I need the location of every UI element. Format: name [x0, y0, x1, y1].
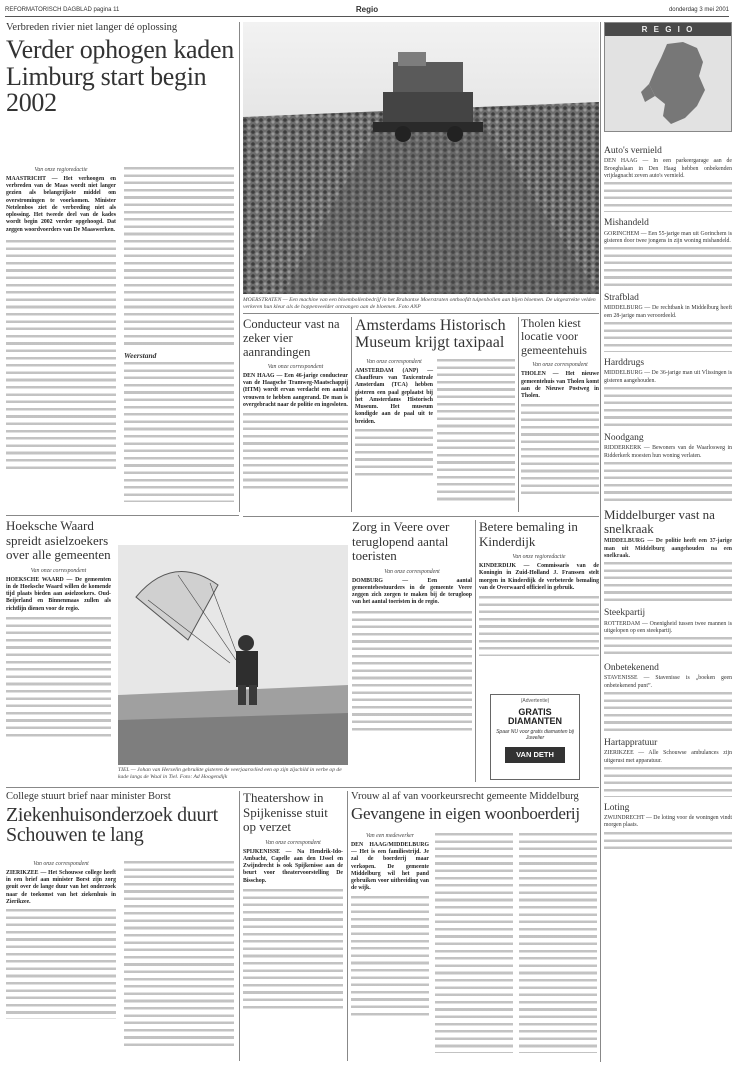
column-rule [475, 520, 476, 782]
lead-text: DEN HAAG/MIDDELBURG — Het is een familiestrijd. Je zal de boerderij maar verkopen. De gemeente Middelburg wil het pand gebruiken voor uitbreiding van de wijk. [351, 842, 429, 892]
article-hoeksche-waard [6, 519, 111, 784]
brief-text: ZIERIKZEE — Alle Schouwse ambulances zijn uitgerust met apparatuur. [604, 750, 732, 764]
header-left: REFORMATORISCH DAGBLAD pagina 11 [5, 7, 120, 13]
lead-text: KINDERDIJK — Commissaris van de Koningin in Zuid-Holland J. Franssen stelt morgen in Kinderdijk de verbeterde bemaling van de Overwaard officieel in gebruik. [479, 563, 599, 591]
lead-text: AMSTERDAM (ANP) — Chauffeurs van Taxicentrale Amsterdam (TCA) hebben gisteren een paal geplaatst bij het Amsterdams Historisch Museum. Het museum kondigde aan de paal uit te breiden. [355, 368, 433, 425]
brief-text: ROTTERDAM — Onenigheid tussen twee mannen is uitgelopen op een steekpartij. [604, 620, 732, 634]
body-text [352, 611, 472, 731]
lead-text: DOMBURG — Een aantal gemeentebestuurders in de gemeente Veere zeggen zich zorgen te maken bij de terugloop van het aantal toeristen in de regio. [352, 577, 472, 606]
byline: Van onze correspondent [33, 861, 89, 867]
article-gevangene [351, 791, 599, 1061]
article-veere [352, 520, 472, 782]
article-kinderdijk [479, 520, 599, 680]
byline: Van onze regioredactie [512, 554, 566, 561]
article-column-2 [124, 167, 234, 497]
lead-text: MAASTRICHT — Het verhoogen en verbreden van de Maas wordt niet langer gezien als belangrijkste middel om overstromingen te voorkomen. Minister Netelenbos ziet de verbreding niet als oplossing. Het tweede deel van de kades wordt begin 2002 verder opgehoogd. Dat zeggen woordvoerders van De Maaswerken. [6, 176, 116, 233]
lead-text: SPIJKENISSE — Na Hendrik-Ido-Ambacht, Capelle aan den IJssel en Zwijndrecht is ook Spijkenisse aan de beurt voor theatervoorstelling De Bisschop. [243, 848, 343, 884]
brief-title: Strafblad [604, 293, 639, 304]
body-text [604, 767, 732, 797]
article-column-1 [351, 833, 429, 1016]
brief-title: Auto's vernield [604, 146, 662, 156]
brief [604, 433, 732, 502]
body-text [435, 833, 513, 1053]
headline: Theatershow in Spijkenisse stuit op verzet [243, 791, 328, 835]
byline: Van onze correspondent [265, 839, 321, 846]
body-text [519, 833, 597, 1053]
sidebar-news-briefs [604, 140, 732, 1062]
brief-title: Steekpartij [604, 608, 646, 619]
body-text [604, 692, 732, 732]
netherlands-map-icon [605, 36, 731, 131]
headline: Gevangene in eigen woonboerderij [351, 804, 580, 824]
article-taxipaal [355, 317, 515, 512]
article-ziekenhuis [6, 791, 236, 1061]
brief-title: Middelburger vast na snelkraak [604, 506, 715, 537]
body-text [124, 362, 234, 502]
byline: Van onze correspondent [267, 364, 324, 370]
brief [604, 218, 732, 287]
column-rule [518, 317, 519, 512]
byline: Van een medewerker [366, 833, 414, 839]
article-conducteur [243, 317, 348, 512]
byline: Van onze correspondent [532, 362, 588, 369]
brief-text: GORINCHEM — Een 55-jarige man uit Gorinchem is gisteren door twee jongens in zijn woning mishandeld. [604, 230, 732, 244]
brief-text: ZWIJNDRECHT — De loting voor de woningen vindt morgen plaats. [604, 815, 732, 829]
brief [604, 358, 732, 427]
article-column-2 [437, 359, 515, 504]
lead-text: THOLEN — Het nieuwe gemeentehuis van Tholen komt aan de Nieuwe Postweg in Tholen. [521, 371, 599, 400]
body-text [124, 167, 234, 347]
byline: Van onze correspondent [366, 359, 422, 365]
body-text [604, 462, 732, 502]
article-column-3 [519, 833, 597, 1053]
brief-title: Noodgang [604, 432, 644, 443]
brief-text: MIDDELBURG — De 36-jarige man uit Vlissingen is gisteren aangehouden. [604, 370, 732, 384]
lead-text: ZIERIKZEE — Het Schouwse college heeft in een brief aan minister Borst zijn zorg geuit over de lange duur van het onderzoek naar de toekomst van het ziekenhuis in Zierikzee. [6, 870, 116, 905]
headline: Verder ophogen kaden Limburg start begin 2002 [6, 35, 234, 118]
body-text [604, 637, 732, 657]
byline: Van onze regioredactie [34, 167, 88, 173]
article-limburg [6, 22, 236, 502]
body-text [521, 404, 599, 494]
row-rule [6, 515, 239, 516]
body-text [604, 387, 732, 427]
body-text [6, 240, 116, 470]
kicker: Verbreden rivier niet langer dé oplossing [6, 22, 178, 33]
kicker: College stuurt brief naar minister Borst [6, 791, 171, 802]
body-text [604, 247, 732, 287]
brief-text: DEN HAAG — In een parkeergarage aan de Broeghslaan in Den Haag hebben onbekenden vrijdagnacht zeven auto's vernield. [604, 158, 732, 179]
lead-text: DEN HAAG — Een 46-jarige conducteur van de Haagsche Tramweg-Maatschappij (HTM) wordt ervan verdacht een aantal vrouwen te hebben aangerand. De man is overgebracht naar de politie en ingesloten. [243, 373, 348, 408]
column-rule [347, 791, 348, 1061]
header-date: donderdag 3 mei 2001 [668, 7, 729, 13]
brief [604, 738, 732, 797]
body-text [243, 413, 348, 493]
kicker: Vrouw al af van voorkeursrecht gemeente Middelburg [351, 791, 579, 802]
article-column-1 [355, 359, 433, 479]
headline: Conducteur vast na zeker vier aanrandingen [243, 317, 340, 359]
brief-title: Harddrugs [604, 357, 645, 368]
brief-text: MIDDELBURG — De rechtbank in Middelburg heeft een 28-jarige man veroordeeld. [604, 305, 732, 319]
row-rule [243, 516, 599, 517]
byline: Van onze correspondent [384, 568, 440, 575]
brief [604, 803, 732, 852]
headline: Amsterdams Historisch Museum krijgt taxipaal [355, 317, 506, 352]
column-rule [600, 22, 601, 1062]
brief [604, 608, 732, 657]
ad-title: GRATIS DIAMANTEN [508, 707, 562, 726]
brief [604, 293, 732, 352]
column-rule [239, 22, 240, 512]
photo-tulips [243, 22, 599, 312]
article-column-1 [6, 861, 116, 1019]
regio-banner-title: R E G I O [605, 23, 731, 36]
page-header [5, 5, 729, 17]
row-rule [6, 787, 599, 788]
body-text [437, 359, 515, 504]
ad-subtitle: Spaar NU voor gratis diamanten bij Juwelier [496, 729, 574, 741]
tulip-field-photo [243, 22, 599, 294]
body-text [604, 562, 732, 602]
photo-caption: TIEL — Johan van Herselin gebruikte gisteren de veerjaarsvlied een op zijn zijschild in verbe op de kade langs de Waal in Tiel. Foto: Ad Hoogendijk [118, 767, 342, 780]
brief-title: Onbetekenend [604, 662, 659, 673]
headline: Zorg in Veere over teruglopend aantal toeristen [352, 520, 450, 564]
article-column-2 [124, 861, 234, 1051]
paraglider-photo [118, 545, 348, 765]
body-text [351, 896, 429, 1016]
headline: Hoeksche Waard spreidt asielzoekers over alle gemeenten [6, 519, 111, 563]
brief-text: MIDDELBURG — De politie heeft een 37-jarige man uit Middelburg aangehouden na een snelkraak. [604, 538, 732, 559]
ad-label: (Advertentie) [520, 698, 550, 704]
body-text [6, 617, 111, 737]
lead-text: HOEKSCHE WAARD — De gemeenten in de Hoeksche Waard willen de komende tijd plaats bieden aan asielzoekers. Oud-Beijerland en Binnenmaas zullen als richtlijn dienen voor de regio. [6, 576, 111, 612]
row-rule [243, 313, 599, 314]
body-text [604, 832, 732, 852]
column-rule [239, 791, 240, 1061]
brief-text: RIDDERKERK — Bewoners van de Waarlosweg in Ridderkerk moesten hun woning verlaten. [604, 445, 732, 459]
body-text [243, 889, 343, 1009]
article-column-2 [435, 833, 513, 1053]
ad-brand-logo: VAN DETH [505, 747, 565, 763]
body-text [124, 861, 234, 1051]
subhead: Weerstand [124, 351, 157, 360]
brief-title: Mishandeld [604, 218, 649, 229]
body-text [6, 909, 116, 1019]
brief [604, 508, 732, 602]
byline: Van onze correspondent [30, 567, 87, 574]
brief-title: Hartappratuur [604, 737, 658, 748]
brief [604, 146, 732, 212]
photo-caption: MOERSTRATEN — Een machine van een bloembollenbedrijf in het Brabantse Moerstraten onthoofdt tulpenbollen aan bijen bloemen. De uitgestrekte velden verkeren hun kleur als de hoppenveelder ontvangen aan de bloemen. Foto ANP [243, 297, 596, 310]
headline: Ziekenhuisonderzoek duurt Schouwen te lang [6, 804, 218, 847]
brief-title: Loting [604, 802, 630, 813]
article-column-1 [6, 167, 116, 497]
body-text [604, 322, 732, 352]
regio-banner [604, 22, 732, 132]
body-text [479, 596, 599, 656]
photo-paraglider [118, 545, 348, 785]
advertisement[interactable] [490, 694, 580, 780]
article-theatershow [243, 791, 343, 1061]
brief [604, 663, 732, 732]
headline: Tholen kiest locatie voor gemeentehuis [521, 317, 587, 357]
body-text [604, 182, 732, 212]
headline: Betere bemaling in Kinderdijk [479, 520, 578, 549]
brief-text: STAVENISSE — Stavenisse is „boeken geen onbetekenend punt”. [604, 675, 732, 689]
article-tholen [521, 317, 599, 512]
body-text [355, 429, 433, 479]
section-title: Regio [355, 5, 379, 14]
column-rule [351, 317, 352, 512]
